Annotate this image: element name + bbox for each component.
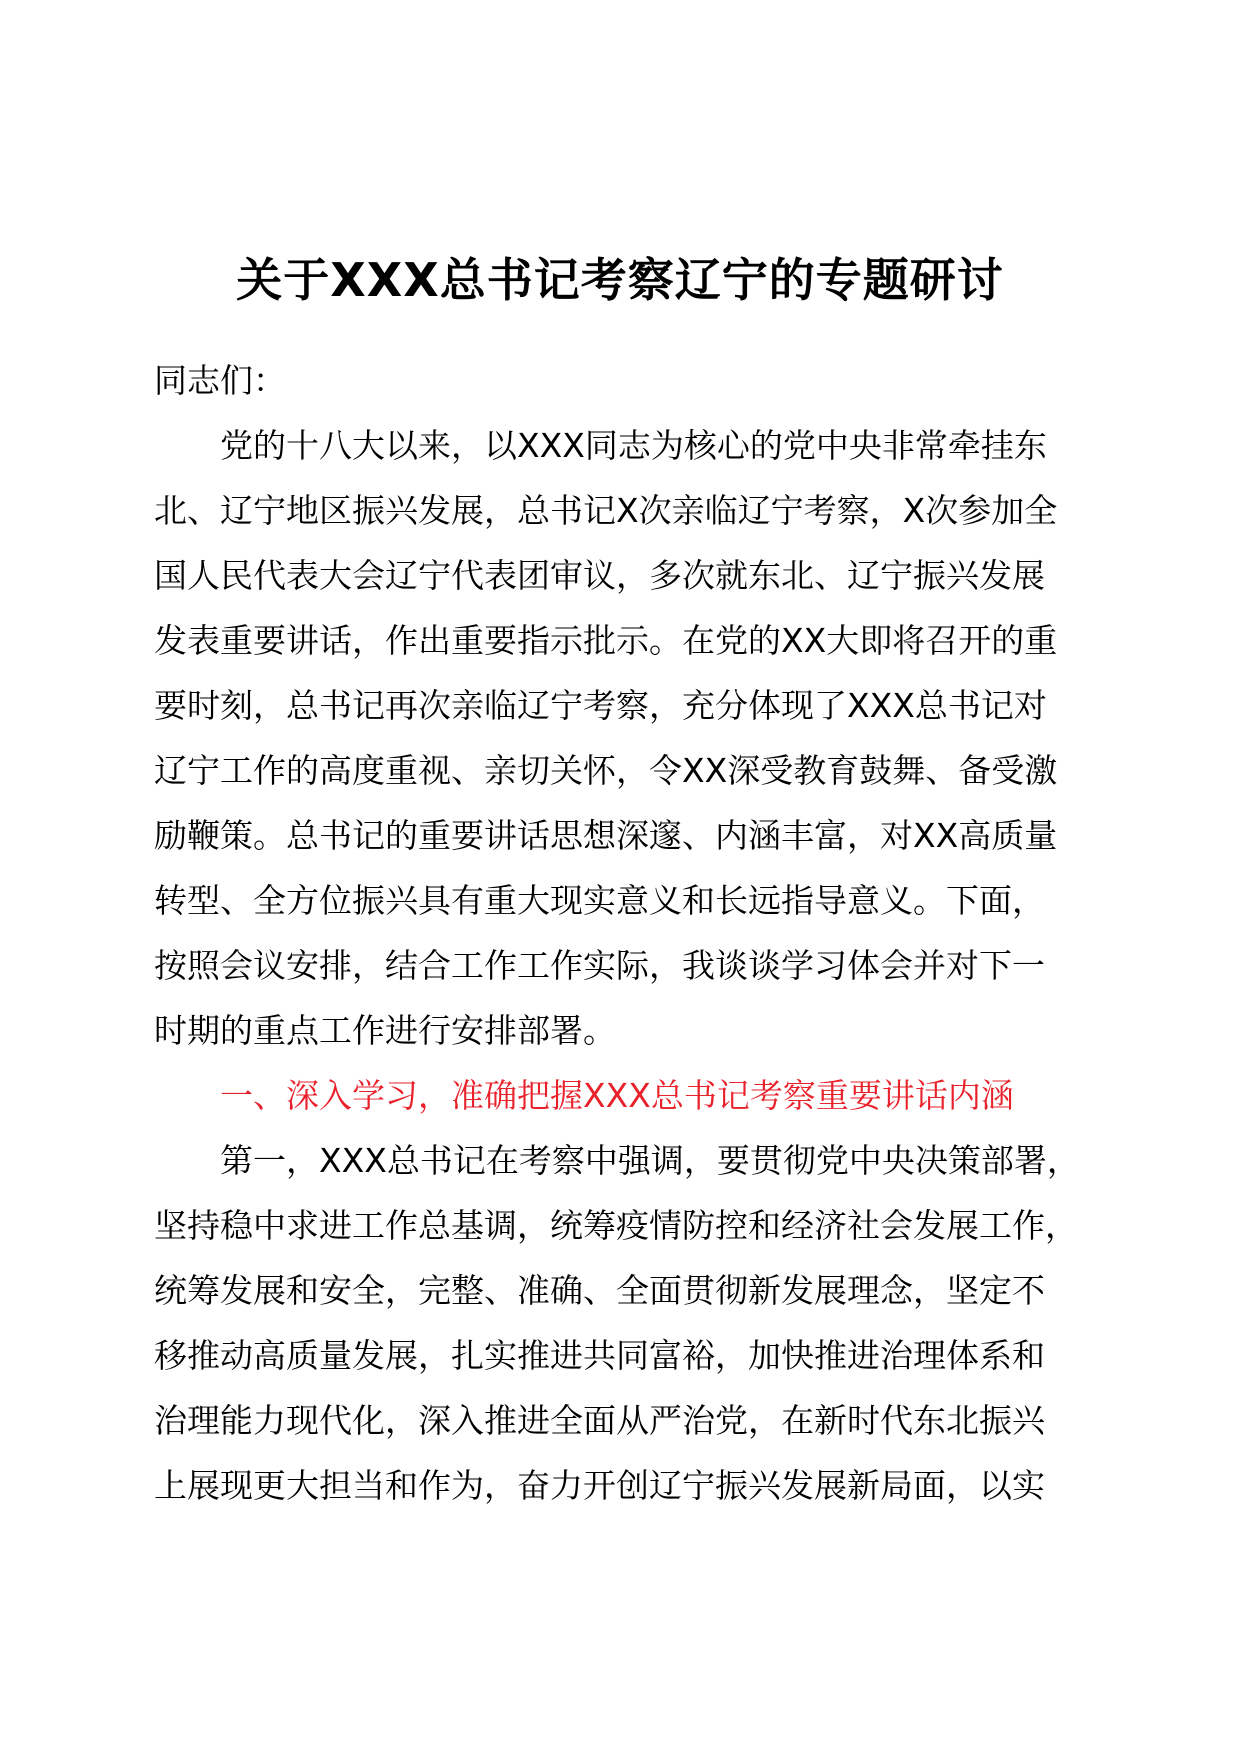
intro-line: 党的十八大以来，以XXX同志为核心的党中央非常牵挂东 [220, 426, 1047, 465]
intro-line: 要时刻，总书记再次亲临辽宁考察，充分体现了XXX总书记对 [154, 686, 1047, 725]
intro-line: 北、辽宁地区振兴发展，总书记X次亲临辽宁考察，X次参加全 [154, 491, 1058, 530]
intro-line: 励鞭策。总书记的重要讲话思想深邃、内涵丰富，对XX高质量 [154, 816, 1058, 855]
section-line: 移推动高质量发展，扎实推进共同富裕，加快推进治理体系和 [154, 1336, 1045, 1375]
salutation: 同志们： [154, 361, 286, 400]
intro-line: 发表重要讲话，作出重要指示批示。在党的XX大即将召开的重 [154, 621, 1058, 660]
intro-line: 国人民代表大会辽宁代表团审议，多次就东北、辽宁振兴发展 [154, 556, 1045, 595]
intro-line: 转型、全方位振兴具有重大现实意义和长远指导意义。下面， [154, 881, 1045, 920]
intro-line: 按照会议安排，结合工作工作实际，我谈谈学习体会并对下一 [154, 946, 1045, 985]
section-line: 坚持稳中求进工作总基调，统筹疫情防控和经济社会发展工作， [154, 1206, 1078, 1245]
section-line: 统筹发展和安全，完整、准确、全面贯彻新发展理念，坚定不 [154, 1271, 1045, 1310]
section-line: 上展现更大担当和作为，奋力开创辽宁振兴发展新局面，以实 [154, 1466, 1045, 1505]
document-title: 关于XXX总书记考察辽宁的专题研讨 [236, 253, 1004, 307]
section-heading: 一、深入学习，准确把握XXX总书记考察重要讲话内涵 [220, 1076, 1014, 1115]
document-body [154, 348, 1114, 1518]
intro-line: 时期的重点工作进行安排部署。 [154, 1011, 616, 1050]
section-line: 治理能力现代化，深入推进全面从严治党，在新时代东北振兴 [154, 1401, 1045, 1440]
intro-line: 辽宁工作的高度重视、亲切关怀，令XX深受教育鼓舞、备受激 [154, 751, 1058, 790]
section-line: 第一，XXX总书记在考察中强调，要贯彻党中央决策部署， [220, 1141, 1080, 1180]
